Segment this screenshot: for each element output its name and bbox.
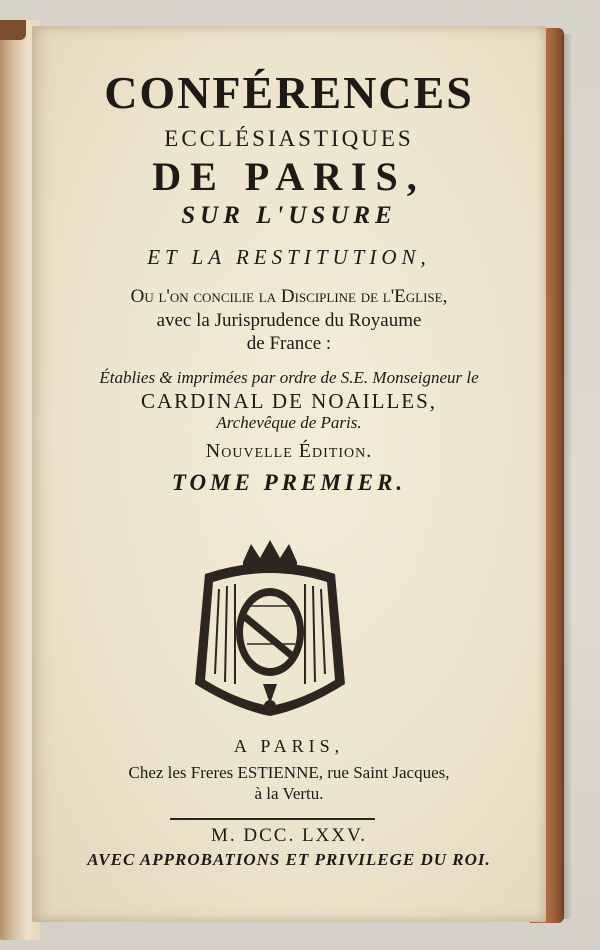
left-cover-corner xyxy=(0,20,26,40)
authority-line: Établies & imprimées par ordre de S.E. Monseigneur le xyxy=(99,368,479,387)
title-page xyxy=(32,26,546,922)
subtitle-usure: SUR L'USURE xyxy=(181,202,397,229)
title-de-paris: DE PARIS, xyxy=(152,154,426,199)
description-line-3: de France : xyxy=(246,333,332,354)
publication-date: M. DCC. LXXV. xyxy=(210,825,368,846)
coat-of-arms-icon xyxy=(185,534,355,719)
description-line-2: avec la Jurisprudence du Royaume xyxy=(156,310,422,331)
horizontal-rule xyxy=(170,818,375,820)
spine-shadow xyxy=(562,34,572,919)
imprint-city: A PARIS, xyxy=(233,736,345,756)
royal-privilege: AVEC APPROBATIONS ET PRIVILEGE DU ROI. xyxy=(87,850,491,869)
title-conferences: CONFÉRENCES xyxy=(104,67,474,118)
imprint-publisher: Chez les Freres ESTIENNE, rue Saint Jacques, xyxy=(128,763,450,782)
subtitle-restitution: ET LA RESTITUTION, xyxy=(147,245,431,269)
title-ecclesiastiques: ECCLÉSIASTIQUES xyxy=(164,126,414,151)
edition-line: Nouvelle Édition. xyxy=(205,440,373,462)
imprint-sign: à la Vertu. xyxy=(254,784,324,803)
archbishop-line: Archevêque de Paris. xyxy=(216,413,362,432)
cardinal-name: CARDINAL DE NOAILLES, xyxy=(140,389,438,413)
description-line-1: Ou l'on concilie la Discipline de l'Eglise, xyxy=(130,286,448,307)
volume-line: TOME PREMIER. xyxy=(171,470,407,495)
